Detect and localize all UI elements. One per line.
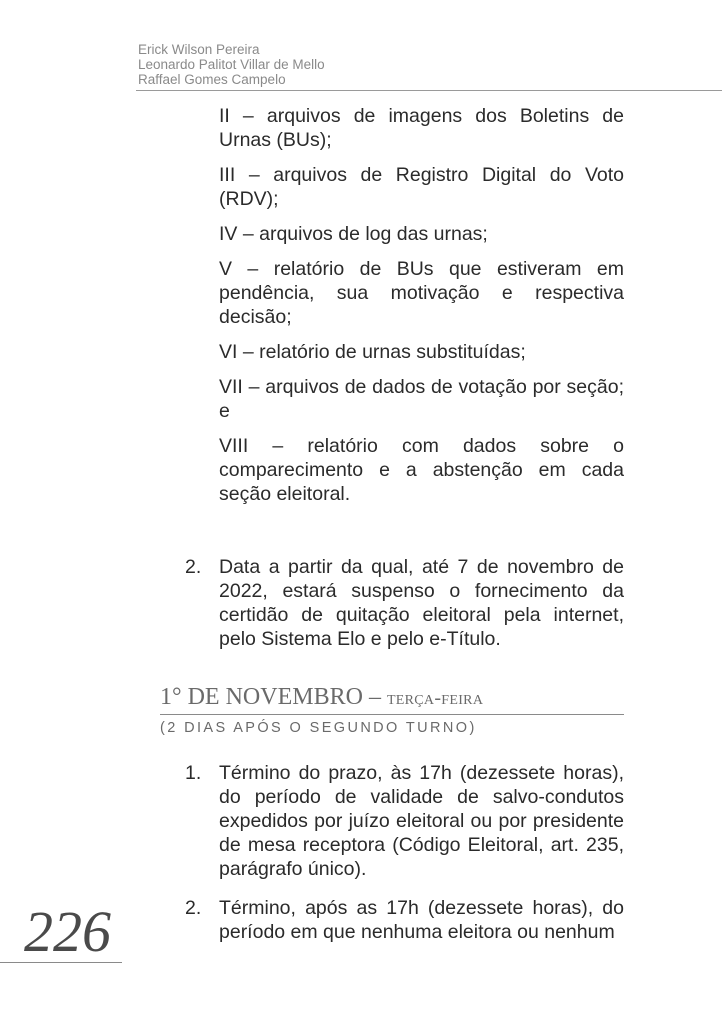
item-number: 2. [185, 556, 202, 578]
inciso-item: III – arquivos de Registro Digital do Voto (RDV); [219, 164, 624, 210]
item-text: Data a partir da qual, até 7 de novembro de 2022, estará suspenso o fornecimento da certidão de quitação eleitoral pela internet, pelo Sistema Elo e pelo e-Título. [219, 556, 624, 650]
list-item [185, 761, 624, 881]
list-item [185, 555, 624, 651]
header-divider [136, 90, 722, 91]
author-name: Erick Wilson Pereira [138, 42, 260, 57]
section-date: 1° DE NOVEMBRO [160, 684, 363, 710]
footer-divider [0, 962, 122, 963]
inciso-item: II – arquivos de imagens dos Boletins de Urnas (BUs); [219, 105, 624, 151]
page-number: 226 [24, 899, 111, 964]
item-number: 1. [185, 762, 202, 784]
section-heading [160, 683, 483, 712]
section-weekday: terça-feira [386, 687, 484, 709]
inciso-item: VIII – relatório com dados sobre o comparecimento e a abstenção em cada seção eleitoral. [219, 435, 624, 505]
author-name: Leonardo Palitot Villar de Mello [138, 57, 325, 72]
section-subtitle: (2 DIAS APÓS O SEGUNDO TURNO) [160, 720, 477, 736]
section-dash: – [362, 684, 387, 710]
inciso-item: VI – relatório de urnas substituídas; [219, 341, 526, 363]
item-number: 2. [185, 897, 202, 919]
list-item [185, 896, 624, 944]
incisos-list [219, 104, 624, 517]
item-text: Término, após as 17h (dezessete horas), do período em que nenhuma eleitora ou nenhum [219, 897, 624, 943]
inciso-item: VII – arquivos de dados de votação por seção; e [219, 376, 624, 422]
inciso-item: V – relatório de BUs que estiveram em pendência, sua motivação e respectiva decisão; [219, 258, 624, 328]
author-name: Raffael Gomes Campelo [138, 72, 286, 87]
item-text: Término do prazo, às 17h (dezessete horas), do período de validade de salvo-condutos expedidos por juízo eleitoral ou por presidente de mesa receptora (Código Eleitoral, art. 235, parágrafo único). [219, 762, 624, 880]
inciso-item: IV – arquivos de log das urnas; [219, 223, 488, 245]
section-divider [160, 714, 624, 715]
running-header-authors [138, 42, 325, 87]
